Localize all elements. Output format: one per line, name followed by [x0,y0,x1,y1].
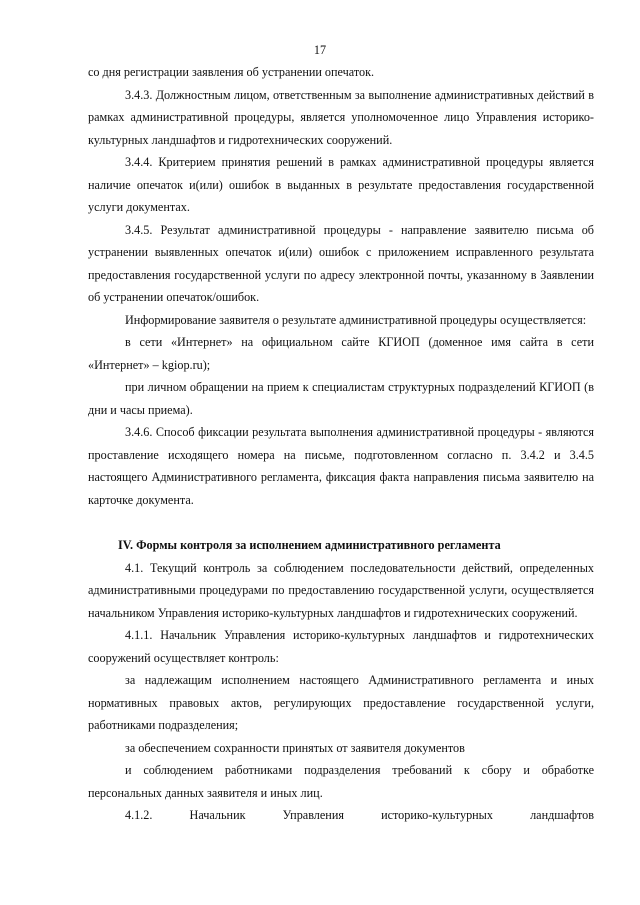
paragraph-4-1: 4.1. Текущий контроль за соблюдением последовательности действий, определенных административными процедурами по предоставлению государственной услуги, осуществляется начальником Управления историко-культурных ландшафтов и гидротехнических сооружений. [88,560,594,620]
paragraph-informing: Информирование заявителя о результате административной процедуры осуществляется: [125,312,587,327]
paragraph-3-4-6: 3.4.6. Способ фиксации результата выполнения административной процедуры - являются проставление исходящего номера на письме, подготовленном согласно п. 3.4.2 и 3.4.5 настоящего Административного регламента, фиксация факта направления письма заявителю на карточке документа. [88,425,594,507]
page-number: 17 [313,43,327,57]
paragraph-internet: в сети «Интернет» на официальном сайте КГИОП (доменное имя сайта в сети «Интернет» – kgiop.ru); [88,335,594,372]
paragraph-control-documents: за обеспечением сохранности принятых от заявителя документов [125,740,465,755]
paragraph-4-1-2: 4.1.2. Начальник Управления историко-культурных ландшафтов [125,808,594,822]
paragraph-personal-visit: при личном обращении на прием к специалистам структурных подразделений КГИОП (в дни и часы приема). [88,380,594,417]
paragraph-control-personal-data: и соблюдением работниками подразделения требований к сбору и обработке персональных данных заявителя и иных лиц. [88,763,594,800]
paragraph-control-regulation: за надлежащим исполнением настоящего Административного регламента и иных нормативных правовых актов, регулирующих предоставление государственной услуги, работниками подразделения; [88,673,594,732]
document-body [88,61,594,827]
paragraph-3-4-5: 3.4.5. Результат административной процедуры - направление заявителю письма об устранении выявленных опечаток и(или) ошибок с приложением исправленного результата предоставления государственной услуги по адресу электронной почты, указанному в Заявлении об устранении опечаток/ошибок. [88,222,594,304]
paragraph-continuation: со дня регистрации заявления об устранении опечаток. [88,65,375,79]
section-heading-iv: IV. Формы контроля за исполнением административного регламента [118,538,501,552]
paragraph-3-4-3: 3.4.3. Должностным лицом, ответственным за выполнение административных действий в рамках административной процедуры, является уполномоченное лицо Управления историко-культурных ландшафтов и гидротехнических сооружений. [88,87,594,147]
paragraph-4-1-1: 4.1.1. Начальник Управления историко-культурных ландшафтов и гидротехнических сооружений осуществляет контроль: [88,628,594,665]
paragraph-3-4-4: 3.4.4. Критерием принятия решений в рамках административной процедуры является наличие опечаток и(или) ошибок в выданных в результате предоставления государственной услуги документах. [88,155,594,214]
